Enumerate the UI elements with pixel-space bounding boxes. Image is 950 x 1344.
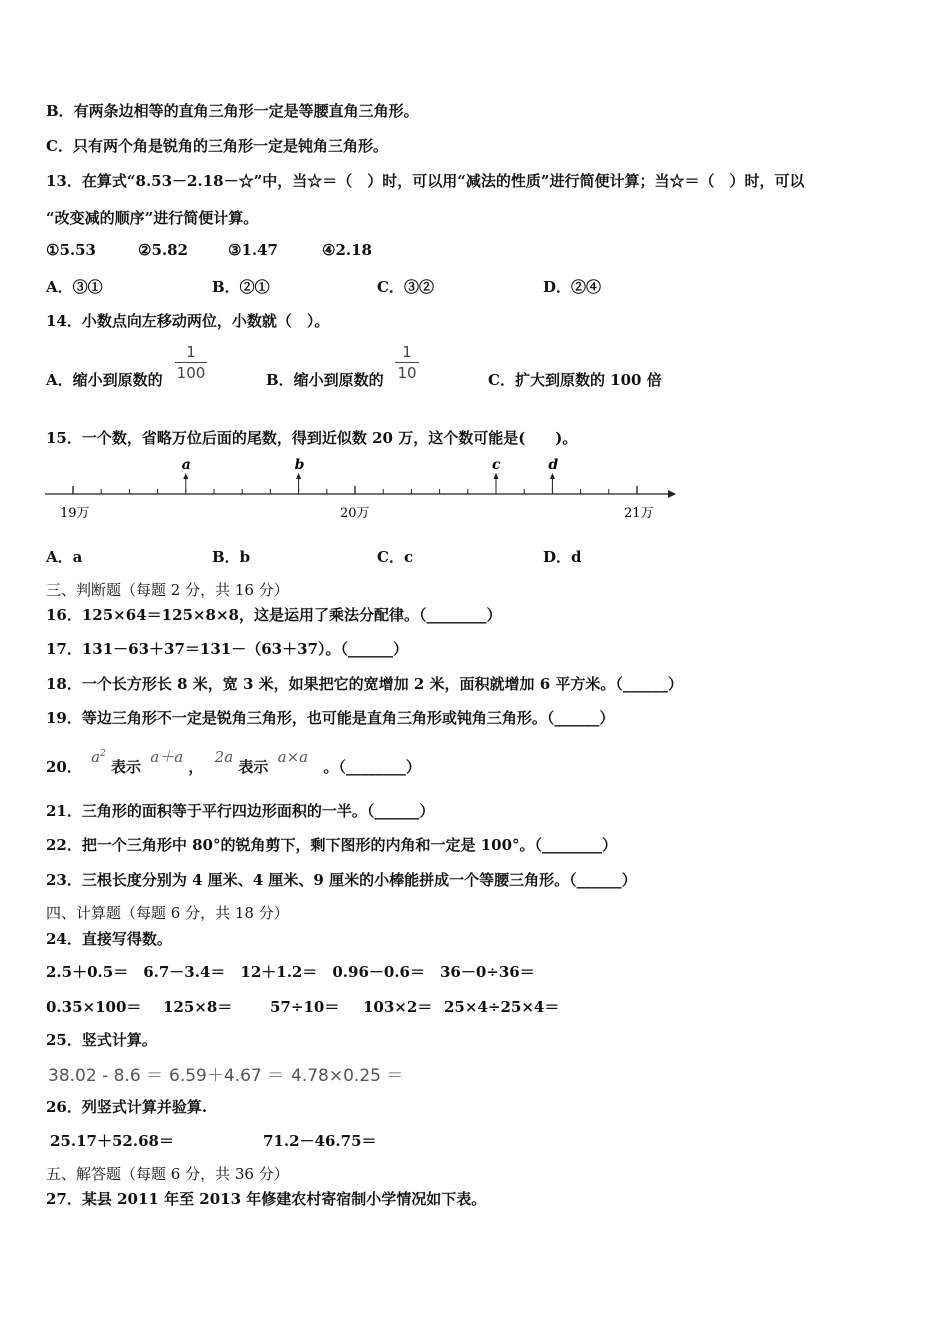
label-20-wan: 20万 <box>340 506 370 521</box>
q14-fraction-b-numerator: 1 <box>402 343 412 361</box>
question-27: 27．某县 2011 年至 2013 年修建农村寄宿制小学情况如下表。 <box>46 1190 487 1208</box>
question-17: 17．131－63＋37＝131－（63＋37）。（______） <box>46 640 408 658</box>
svg-text:c: c <box>492 457 501 473</box>
q20-expr-a-squared <box>91 748 106 766</box>
q15-choice-b: B．b <box>212 548 251 566</box>
q13-option-4: ④2.18 <box>322 241 372 259</box>
svg-text:a: a <box>181 457 191 473</box>
q26-expr-1: 25.17＋52.68＝ <box>50 1132 174 1150</box>
section-5-heading: 五、解答题（每题 6 分，共 36 分） <box>46 1165 289 1183</box>
q20-base: a <box>91 748 101 766</box>
q15-choice-c: C．c <box>377 548 414 566</box>
q20-ending: 。（________） <box>323 758 421 776</box>
number-line-point-b <box>295 457 305 492</box>
q20-shows-2: 表示 <box>238 758 269 776</box>
question-20 <box>46 748 421 777</box>
q24-row2-item-3: 57÷10＝ <box>270 998 340 1016</box>
number-line-figure <box>40 454 680 524</box>
question-22: 22．把一个三角形中 80°的锐角剪下，剩下图形的内角和一定是 100°。（________） <box>46 836 618 854</box>
question-14: 14．小数点向左移动两位，小数就（ ）。 <box>46 312 330 330</box>
q13-option-1: ①5.53 <box>46 241 96 259</box>
number-line-point-a <box>182 457 191 492</box>
q20-number: 20． <box>46 758 82 776</box>
q14-fraction-b <box>395 343 419 382</box>
q14-choice-b: B．缩小到原数的 <box>266 371 384 389</box>
question-21: 21．三角形的面积等于平行四边形面积的一半。（______） <box>46 802 435 820</box>
q25-expr-2: 6.59＋4.67 ＝ <box>169 1066 285 1086</box>
q13-choice-b: B．②① <box>212 278 270 296</box>
q24-row2-item-5: 25×4÷25×4＝ <box>444 998 560 1016</box>
q20-expr-a-times-a: a×a <box>277 748 309 766</box>
q20-expr-2a: 2a <box>214 748 234 766</box>
q20-exponent: 2 <box>100 749 106 759</box>
q25-expr-1: 38.02 - 8.6 ＝ <box>48 1066 164 1086</box>
question-16: 16．125×64＝125×8×8，这是运用了乘法分配律。（________） <box>46 606 502 624</box>
q26-expr-2: 71.2－46.75＝ <box>263 1132 377 1150</box>
number-line-point-c <box>492 457 501 492</box>
number-line-point-d <box>548 457 558 492</box>
number-line-arrow <box>668 490 676 498</box>
question-13-line1: 13．在算式“8.53－2.18－☆”中，当☆＝（ ）时，可以用“减法的性质”进行简便计算；当☆＝（ ）时，可以 <box>46 172 805 190</box>
q14-fraction-a <box>175 343 207 382</box>
q14-fraction-a-denominator: 100 <box>176 364 206 382</box>
q24-row-1: 2.5＋0.5＝ 6.7－3.4＝ 12＋1.2＝ 0.96－0.6＝ 36－0÷36＝ <box>46 963 535 981</box>
question-19: 19．等边三角形不一定是锐角三角形，也可能是直角三角形或钝角三角形。（______） <box>46 709 615 727</box>
question-13-line2: “改变减的顺序”进行简便计算。 <box>46 209 259 227</box>
svg-text:d: d <box>548 457 559 473</box>
question-26: 26．列竖式计算并验算. <box>46 1098 208 1116</box>
label-19-wan: 19万 <box>60 506 90 521</box>
question-25: 25．竖式计算。 <box>46 1031 157 1049</box>
section-4-heading: 四、计算题（每题 6 分，共 18 分） <box>46 904 289 922</box>
q20-comma: ， <box>188 758 204 776</box>
q14-fraction-a-numerator: 1 <box>186 343 196 361</box>
q13-option-2: ②5.82 <box>138 241 188 259</box>
q20-expr-a-plus-a: a＋a <box>150 748 184 766</box>
question-24: 24．直接写得数。 <box>46 930 172 948</box>
q13-choice-d: D．②④ <box>543 278 602 296</box>
number-line-markers <box>182 457 559 492</box>
option-c-q12: C．只有两个角是锐角的三角形一定是钝角三角形。 <box>46 137 388 155</box>
q14-choice-a: A．缩小到原数的 <box>46 371 163 389</box>
q25-expr-3: 4.78×0.25 ＝ <box>291 1066 404 1086</box>
q13-option-3: ③1.47 <box>228 241 278 259</box>
svg-text:b: b <box>294 457 305 473</box>
question-15: 15．一个数，省略万位后面的尾数，得到近似数 20 万，这个数可能是( )。 <box>46 429 578 447</box>
q14-fraction-b-denominator: 10 <box>397 364 417 382</box>
q13-choice-a: A．③① <box>46 278 103 296</box>
q24-row2-item-4: 103×2＝ <box>363 998 433 1016</box>
question-18: 18．一个长方形长 8 米，宽 3 米，如果把它的宽增加 2 米，面积就增加 6 平方米。（______） <box>46 675 683 693</box>
question-23: 23．三根长度分别为 4 厘米、4 厘米、9 厘米的小棒能拼成一个等腰三角形。（______） <box>46 871 637 889</box>
section-3-heading: 三、判断题（每题 2 分，共 16 分） <box>46 581 289 599</box>
q20-shows-1: 表示 <box>111 758 142 776</box>
label-21-wan: 21万 <box>624 506 654 521</box>
option-b-q12: B．有两条边相等的直角三角形一定是等腰直角三角形。 <box>46 102 419 120</box>
q13-choice-c: C．③② <box>377 278 434 296</box>
q15-choice-d: D．d <box>543 548 582 566</box>
q24-row2-item-2: 125×8＝ <box>163 998 233 1016</box>
q24-row2-item-1: 0.35×100＝ <box>46 998 142 1016</box>
q15-choice-a: A．a <box>46 548 83 566</box>
q14-choice-c: C．扩大到原数的 100 倍 <box>488 371 662 389</box>
